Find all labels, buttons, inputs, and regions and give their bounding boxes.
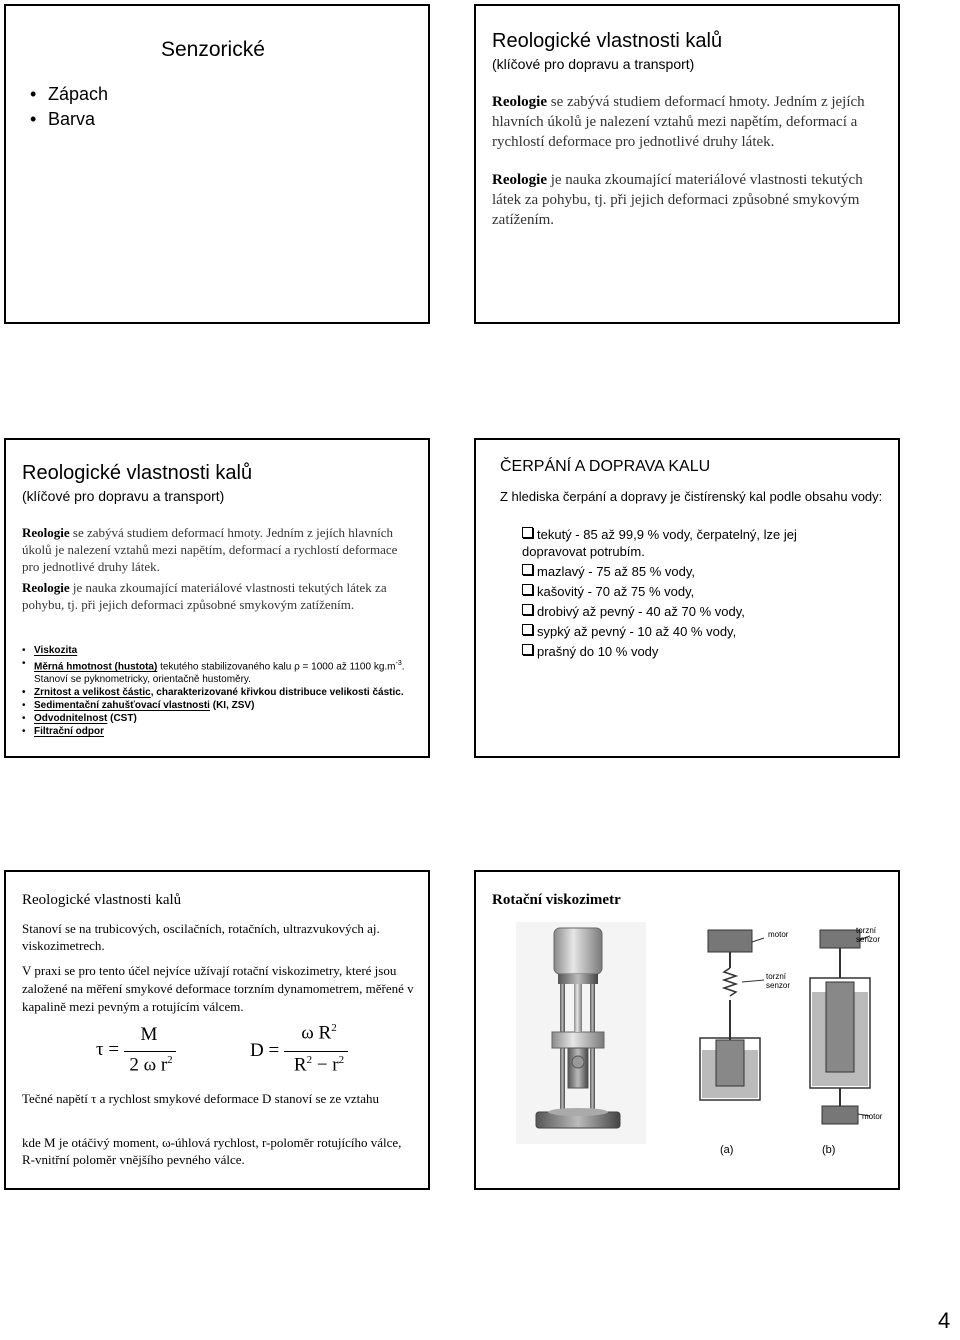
checkbox-bullet-icon	[522, 527, 533, 538]
viscometer-photo	[516, 922, 646, 1144]
term-reologie: Reologie	[22, 525, 70, 540]
page-number: 4	[938, 1308, 951, 1333]
schematic-b	[792, 922, 892, 1142]
list-item	[522, 603, 862, 620]
slide-senzoricke	[4, 4, 430, 324]
checkbox-bullet-icon	[522, 624, 533, 635]
formula-lhs: τ =	[96, 1039, 120, 1060]
slide-subtitle: (klíčové pro dopravu a transport)	[492, 56, 695, 72]
item-text: mazlavý - 75 až 85 % vody,	[537, 564, 695, 579]
link-filtracni-odpor[interactable]: Filtrační odpor	[34, 726, 104, 738]
checkbox-bullet-icon	[522, 564, 533, 575]
list-item	[522, 623, 862, 640]
paragraph-4: kde M je otáčivý moment, ω-úhlová rychlost, r-poloměr rotujícího válce, R-vnitřní poloměr vnějšího pevného válce.	[22, 1135, 402, 1167]
paragraph-2	[22, 579, 402, 613]
schematic-a	[680, 922, 790, 1142]
slide-reologicke-vlastnosti	[474, 4, 900, 324]
paragraph-3: Tečné napětí τ a rychlost smykové deformace D stanoví se ze vztahu	[22, 1091, 379, 1106]
item-text: tekutý - 85 až 99,9 % vody, čerpatelný, lze jej dopravovat potrubím.	[522, 527, 797, 559]
link-odvodnitelnost[interactable]: Odvodnitelnost	[34, 713, 108, 725]
label-a: (a)	[720, 1144, 734, 1156]
superscript: 2	[338, 1054, 345, 1066]
slide-title: Reologické vlastnosti kalů	[22, 462, 253, 484]
label-torzni-senzor-b: torzní senzor	[856, 926, 881, 944]
paragraph-text: je nauka zkoumající materiálové vlastnosti tekutých látek za pohybu, tj. při jejich deformaci způsobné smykovým zatížením.	[22, 580, 387, 612]
item-text: drobivý až pevný - 40 až 70 % vody,	[537, 604, 745, 619]
denominator-text: 2 ω r	[129, 1054, 168, 1076]
minus-sign: −	[316, 1054, 328, 1076]
slide-rotacni-viskozimetr	[474, 870, 900, 1190]
list-item	[522, 526, 862, 560]
list-item	[22, 644, 412, 657]
list-item: • Barva	[30, 107, 108, 132]
list-item	[22, 712, 412, 725]
paragraph-1	[492, 92, 872, 152]
slide-title: Senzorické	[161, 38, 265, 61]
term-reologie: Reologie	[492, 94, 547, 110]
formula-d	[250, 1022, 370, 1084]
slide-body	[22, 524, 402, 613]
slide-subtitle: (klíčové pro dopravu a transport)	[22, 488, 225, 504]
item-text: (KI, ZSV)	[209, 700, 255, 712]
paragraph-1: Stanoví se na trubicových, oscilačních, rotačních, ultrazvukových aj. viskozimetrech.	[22, 921, 380, 953]
term-reologie: Reologie	[492, 172, 547, 188]
item-text: . Stanoví se pyknometricky, orientačně hustoměry.	[34, 661, 405, 686]
slide-cerpani-doprava	[474, 438, 900, 758]
list-item	[22, 686, 412, 699]
slide-intro: Z hlediska čerpání a dopravy je čistírenský kal podle obsahu vody:	[500, 489, 883, 504]
item-text: sypký až pevný - 10 až 40 % vody,	[537, 624, 737, 639]
link-sedimentacni[interactable]: Sedimentační zahušťovací vlastnosti	[34, 700, 210, 712]
superscript: 2	[167, 1054, 173, 1066]
paragraph-1	[22, 524, 402, 575]
slide-title: ČERPÁNÍ A DOPRAVA KALU	[500, 458, 711, 475]
item-text: (CST)	[107, 713, 137, 725]
water-content-list	[522, 526, 862, 660]
list-item	[22, 699, 412, 712]
fraction-line	[284, 1051, 348, 1052]
list-item	[522, 643, 862, 660]
term-reologie: Reologie	[22, 580, 70, 595]
checkbox-bullet-icon	[522, 644, 533, 655]
paragraph-2: V praxi se pro tento účel nejvíce užívají rotační viskozimetry, které jsou založené na měření smykové deformace torzním dynamometrem, měřené v kapalině mezi pevným a rotujícím válcem.	[22, 963, 414, 1014]
link-zrnitost[interactable]: Zrnitost a velikost částic	[34, 687, 151, 699]
superscript: -3	[395, 660, 402, 667]
checkbox-bullet-icon	[522, 584, 533, 595]
list-item: • Zápach	[30, 82, 108, 107]
slide-reologicke-vlastnosti-3	[4, 870, 430, 1190]
formula-tau	[96, 1024, 206, 1084]
formula-numerator: M	[140, 1024, 158, 1045]
label-torzni-senzor-a: torzní senzor	[766, 972, 791, 990]
formula-numerator	[284, 1022, 354, 1044]
property-list	[22, 644, 412, 738]
item-text: prašný do 10 % vody	[537, 644, 659, 659]
checkbox-bullet-icon	[522, 604, 533, 615]
paragraph-2	[492, 170, 872, 230]
slide-title: Rotační viskozimetr	[492, 892, 621, 908]
slide-reologicke-vlastnosti-2	[4, 438, 430, 758]
item-text: kašovitý - 70 až 75 % vody,	[537, 584, 695, 599]
paragraph-text: je nauka zkoumající materiálové vlastnosti tekutých látek za pohybu, tj. při jejich deformaci způsobné smykovým zatížením.	[492, 172, 863, 228]
item-text: , charakterizované křivkou distribuce velikosti částic.	[150, 687, 404, 699]
slide-title: Reologické vlastnosti kalů	[22, 892, 182, 908]
link-viskozita[interactable]: Viskozita	[34, 645, 78, 656]
formula-denominator	[124, 1054, 178, 1076]
numerator-text: ω R	[301, 1022, 332, 1044]
denominator-text: r	[332, 1054, 339, 1076]
paragraph-text: se zabývá studiem deformací hmoty. Jedním z jejích hlavních úkolů je nalezení vztahů mezi napětím, deformací a rychlostí deformace pro jednotlivé druhy látek.	[492, 94, 865, 150]
denominator-text: R	[293, 1054, 307, 1076]
label-motor-b: motor	[862, 1112, 883, 1121]
list-item	[22, 657, 412, 686]
list-item	[22, 725, 412, 738]
paragraph-text: se zabývá studiem deformací hmoty. Jedním z jejích hlavních úkolů je nalezení vztahů mezi napětím, deformací a rychlostí deformace pro jednotlivé druhy látek.	[22, 525, 398, 574]
list-item	[522, 583, 862, 600]
superscript: 2	[306, 1054, 313, 1066]
fraction-line	[124, 1051, 176, 1052]
slide-body	[492, 92, 872, 230]
label-motor-a: motor	[768, 930, 789, 939]
label-b: (b)	[822, 1144, 836, 1156]
slide-title: Reologické vlastnosti kalů	[492, 30, 723, 52]
superscript: 2	[331, 1022, 337, 1034]
formula-denominator	[282, 1054, 356, 1076]
link-merna-hmotnost[interactable]: Měrná hmotnost (hustota)	[34, 661, 158, 673]
formula-lhs: D =	[250, 1040, 280, 1061]
bullet-list	[30, 82, 108, 132]
item-text: tekutého stabilizovaného kalu ρ = 1000 až 1100 kg.m	[157, 661, 396, 673]
list-item	[522, 563, 862, 580]
